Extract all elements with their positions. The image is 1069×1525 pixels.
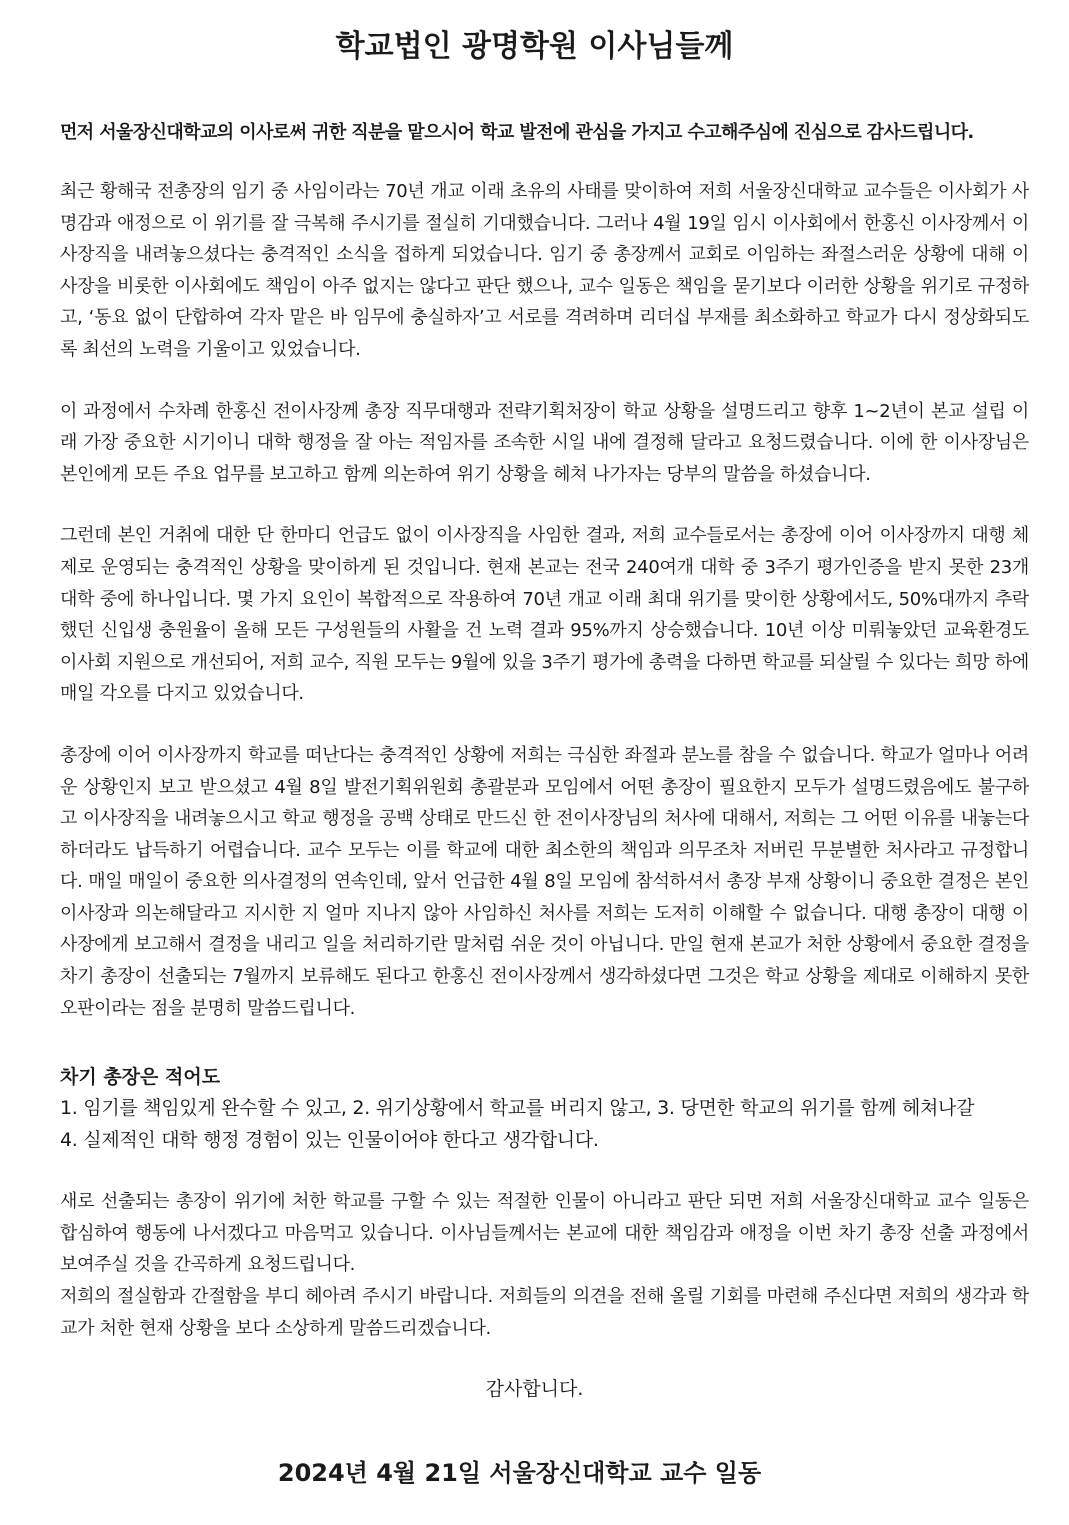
- paragraph-background: 최근 황해국 전총장의 임기 중 사임이라는 70년 개교 이래 초유의 사태를 맞이하여 저희 서울장신대학교 교수들은 이사회가 사명감과 애정으로 이 위기를 잘 극복해 주시기를 절실히 기대했습니다. 그러나 4월 19일 임시 이사회에서 한홍신 이사장께서 이사장직을 내려놓으셨다는 충격적인 소식을 접하게 되었습니다. 임기 중 총장께서 교회로 이임하는 좌절스러운 상황에 대해 이사장을 비롯한 이사회에도 책임이 아주 없지는 않다고 판단 했으나, 교수 일동은 책임을 묻기보다 이러한 상황을 위기로 규정하고, ‘동요 없이 단합하여 각자 맡은 바 임무에 충실하자’고 서로를 격려하며 리더십 부재를 최소화하고 학교가 다시 정상화되도록 최선의 노력을 기울이고 있었습니다.: [60, 181, 1029, 360]
- intro-line: 먼저 서울장신대학교의 이사로써 귀한 직분을 맡으시어 학교 발전에 관심을 가지고 수고해주심에 진심으로 감사드립니다.: [60, 122, 974, 143]
- criteria-title: 차기 총장은 적어도: [60, 1066, 221, 1089]
- signature-line: 2024년 4월 21일 서울장신대학교 교수 일동: [277, 1459, 762, 1488]
- paragraph-request: 새로 선출되는 총장이 위기에 처한 학교를 구할 수 있는 적절한 인물이 아니라고 판단 되면 저희 서울장신대학교 교수 일동은 합심하여 행동에 나서겠다고 마음먹고 있습니다. 이사님들께서는 본교에 대한 책임감과 애정을 이번 차기 총장 선출 과정에서 보여주실 것을 간곡하게 요청드립니다.: [60, 1191, 1029, 1276]
- criteria-line-1: 1. 임기를 책임있게 완수할 수 있고, 2. 위기상황에서 학교를 버리지 않고, 3. 당면한 학교의 위기를 함께 헤쳐나갈: [60, 1097, 975, 1120]
- closing-thanks: 감사합니다.: [485, 1378, 584, 1401]
- paragraph-current-situation: 그런데 본인 거취에 대한 단 한마디 언급도 없이 이사장직을 사임한 결과, 저희 교수들로서는 총장에 이어 이사장까지 대행 체제로 운영되는 충격적인 상황을 맞이하게 된 것입니다. 현재 본교는 전국 240여개 대학 중 3주기 평가인증을 받지 못한 23개 대학 중에 하나입니다. 몇 가지 요인이 복합적으로 작용하여 70년 개교 이래 최대 위기를 맞이한 상황에서도, 50%대까지 추락했던 신입생 충원율이 올해 모든 구성원들의 사활을 건 노력 결과 95%까지 상승했습니다. 10년 이상 미뤄놓았던 교육환경도 이사회 지원으로 개선되어, 저희 교수, 직원 모두는 9월에 있을 3주기 평가에 총력을 다하면 학교를 되살릴 수 있다는 희망 하에 매일 각오를 다지고 있었습니다.: [60, 525, 1029, 705]
- paragraph-process: 이 과정에서 수차례 한홍신 전이사장께 총장 직무대행과 전략기획처장이 학교 상황을 설명드리고 향후 1~2년이 본교 설립 이래 가장 중요한 시기이니 대학 행정을 잘 아는 적임자를 조속한 시일 내에 결정해 달라고 요청드렸습니다. 이에 한 이사장님은 본인에게 모든 주요 업무를 보고하고 함께 의논하여 위기 상황을 헤쳐 나가자는 당부의 말씀을 하셨습니다.: [60, 400, 1029, 485]
- criteria-line-2: 4. 실제적인 대학 행정 경험이 있는 인물이어야 한다고 생각합니다.: [60, 1129, 599, 1152]
- paragraph-final-appeal: 저희의 절실함과 간절함을 부디 헤아려 주시기 바랍니다. 저희들의 의견을 전해 올릴 기회를 마련해 주신다면 저희의 생각과 학교가 처한 현재 상황을 보다 소상하게 말씀드리겠습니다.: [60, 1286, 1029, 1339]
- paragraph-frustration: 총장에 이어 이사장까지 학교를 떠난다는 충격적인 상황에 저희는 극심한 좌절과 분노를 참을 수 없습니다. 학교가 얼마나 어려운 상황인지 보고 받으셨고 4월 8일 발전기획위원회 총괄분과 모임에서 어떤 총장이 필요한지 모두가 설명드렸음에도 불구하고 이사장직을 내려놓으시고 학교 행정을 공백 상태로 만드신 한 전이사장님의 처사에 대해서, 저희는 그 어떤 이유를 내놓는다 하더라도 납득하기 어렵습니다. 교수 모두는 이를 학교에 대한 최소한의 책임과 의무조차 저버린 무분별한 처사라고 규정합니다. 매일 매일이 중요한 의사결정의 연속인데, 앞서 언급한 4월 8일 모임에 참석하셔서 총장 부재 상황이니 중요한 결정은 본인 이사장과 의논해달라고 지시한 지 얼마 지나지 않아 사임하신 처사를 저희는 도저히 이해할 수 없습니다. 대행 총장이 대행 이사장에게 보고해서 결정을 내리고 일을 처리하기란 말처럼 쉬운 것이 아닙니다. 만일 현재 본교가 처한 상황에서 중요한 결정을 차기 총장이 선출되는 7월까지 보류해도 된다고 한홍신 전이사장께서 생각하셨다면 그것은 학교 상황을 제대로 이해하지 못한 오판이라는 점을 분명히 말씀드립니다.: [60, 744, 1029, 1019]
- letter-title: 학교법인 광명학원 이사님들께: [335, 29, 734, 64]
